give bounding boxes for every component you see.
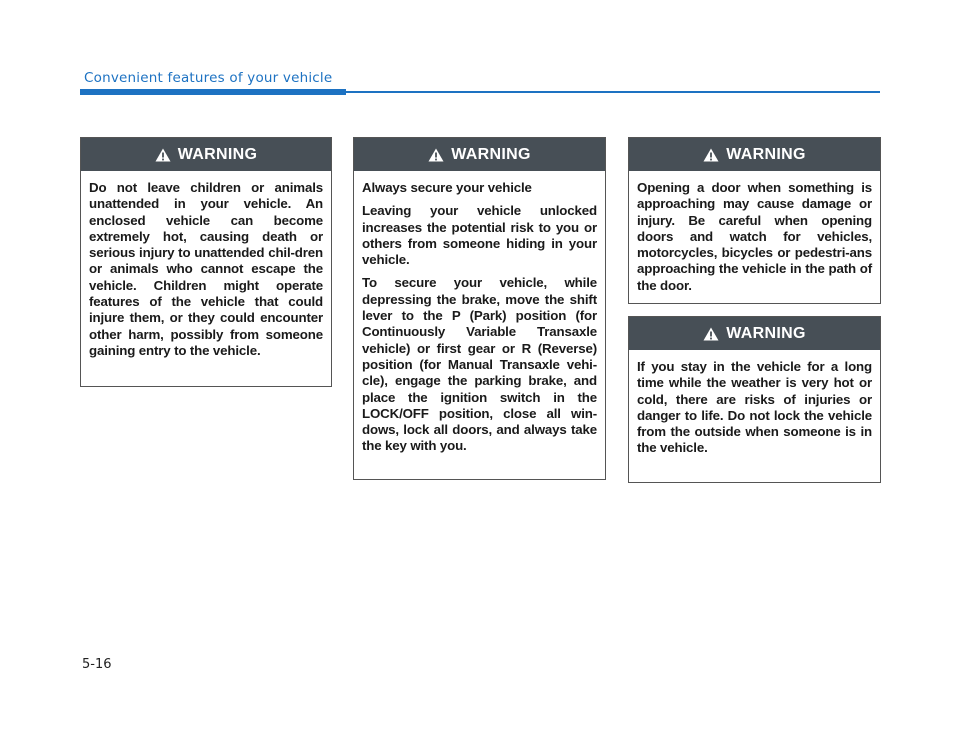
- warning-title: WARNING: [177, 145, 258, 163]
- warning-header: [629, 138, 880, 171]
- warning-triangle-icon: [703, 148, 719, 162]
- warning-paragraph: If you stay in the vehicle for a long time while the weather is very hot or cold, there are risks of injuries or danger to life. Do not lock the vehicle from the outside when someone is in the vehicle.: [637, 359, 872, 456]
- warning-paragraph: Leaving your vehicle unlocked increases the potential risk to you or others from someone hiding in your vehicle.: [362, 203, 597, 268]
- warning-box-secure-vehicle: [353, 137, 606, 480]
- warning-title: WARNING: [726, 324, 806, 342]
- warning-body: [354, 171, 605, 463]
- warning-body: [81, 171, 331, 367]
- warning-triangle-icon: [428, 148, 444, 162]
- warning-paragraph: Always secure your vehicle: [362, 180, 532, 195]
- warning-paragraph: Do not leave children or animals unattended in your vehicle. An enclosed vehicle can become extremely hot, causing death or serious injury to unattended chil-dren or animals who cannot escape the vehicle. Children might operate features of the vehicle that could injure them, or they could encounter other harm, possibly from someone gaining entry to the vehicle.: [89, 180, 323, 358]
- warning-header: [354, 138, 605, 171]
- warning-title: WARNING: [451, 145, 531, 163]
- warning-paragraph: Opening a door when something is approaching may cause damage or injury. Be careful when opening doors and watch for vehicles, motorcycles, bicycles or pedestri-ans approaching the vehicle in the path of the door.: [637, 180, 872, 293]
- warning-triangle-icon: [703, 327, 719, 341]
- warning-triangle-icon: [155, 148, 171, 162]
- warning-header: [629, 317, 880, 350]
- warning-body: [629, 350, 880, 465]
- warning-title: WARNING: [726, 145, 806, 163]
- warning-box-unattended: [80, 137, 332, 387]
- header-rule-accent: [80, 89, 346, 95]
- section-title: Convenient features of your vehicle: [84, 70, 333, 86]
- warning-box-weather: [628, 316, 881, 483]
- warning-header: [81, 138, 331, 171]
- warning-body: [629, 171, 880, 302]
- warning-paragraph: To secure your vehicle, while depressing the brake, move the shift lever to the P (Park) position (for Continuously Variable Transaxle vehicle) or first gear or R (Reverse) position (for Manual Transaxle vehi-cle), engage the parking brake, and place the ignition switch in the LOCK/OFF position, close all win-dows, lock all doors, and always take the key with you.: [362, 275, 597, 454]
- page-number: 5-16: [82, 657, 112, 672]
- warning-box-door-opening: [628, 137, 881, 304]
